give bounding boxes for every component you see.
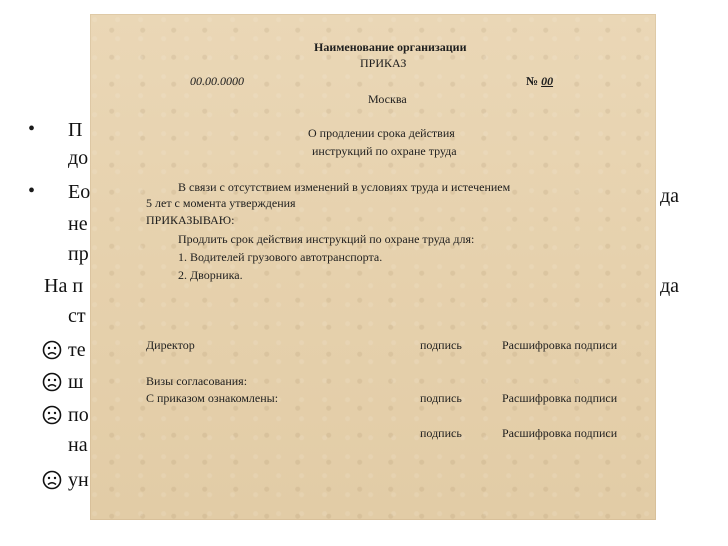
- slide-item-3: по: [68, 404, 89, 426]
- slide-bullet-2-cont: не: [68, 213, 88, 235]
- bullet-dot: •: [28, 180, 36, 202]
- order-document: [90, 14, 656, 520]
- slide-bullet-1-cont: до: [68, 147, 89, 169]
- order-item-2: 2. Дворника.: [178, 268, 243, 282]
- acquainted-signature: подпись: [420, 391, 462, 405]
- order-item-1: 1. Водителей грузового автотранспорта.: [178, 250, 383, 264]
- number-prefix: №: [526, 74, 539, 88]
- order-text: Продлить срок действия инструкций по охране труда для:: [178, 232, 475, 246]
- director-signature-decode: Расшифровка подписи: [502, 338, 618, 352]
- frown-icon: [42, 470, 62, 490]
- director-label: Директор: [146, 338, 195, 352]
- frown-icon: [42, 405, 62, 425]
- slide-bullet-2-right: да: [660, 185, 680, 207]
- acquainted-signature-decode: Расшифровка подписи: [502, 391, 618, 405]
- slide-paragraph-line1: На п: [44, 275, 84, 297]
- number-value: 00: [541, 74, 554, 88]
- organization-name: Наименование организации: [314, 40, 467, 54]
- slide-item-2: ш: [68, 371, 84, 393]
- slide-bullet-1-text: П: [68, 119, 83, 141]
- order-body-line1: В связи с отсутствием изменений в условиях труда и истечением: [178, 180, 511, 194]
- order-subject-line1: О продлении срока действия: [308, 126, 455, 140]
- slide-item-4: ун: [68, 469, 89, 491]
- order-title: ПРИКАЗ: [360, 56, 407, 70]
- order-date: 00.00.0000: [190, 74, 244, 88]
- bullet-dot: •: [28, 118, 36, 140]
- slide-bullet-2-text: Ео: [68, 181, 91, 203]
- slide-paragraph-right: да: [660, 275, 680, 297]
- order-subject-line2: инструкций по охране труда: [312, 144, 457, 158]
- extra-signature-decode: Расшифровка подписи: [502, 426, 618, 440]
- frown-icon: [42, 372, 62, 392]
- slide-item-1: те: [68, 339, 86, 361]
- extra-signature: подпись: [420, 426, 462, 440]
- frown-icon: [42, 340, 62, 360]
- order-word: ПРИКАЗЫВАЮ:: [146, 213, 235, 227]
- order-body-line2: 5 лет с момента утверждения: [146, 196, 296, 210]
- order-number: [526, 74, 553, 89]
- director-signature: подпись: [420, 338, 462, 352]
- slide-paragraph-line2: ст: [68, 305, 86, 327]
- order-city: Москва: [368, 92, 407, 106]
- slide-item-3-cont: на: [68, 434, 88, 456]
- acquainted-label: С приказом ознакомлены:: [146, 391, 279, 405]
- slide-bullet-2-cont2: пр: [68, 243, 89, 265]
- approvals-label: Визы согласования:: [146, 374, 248, 388]
